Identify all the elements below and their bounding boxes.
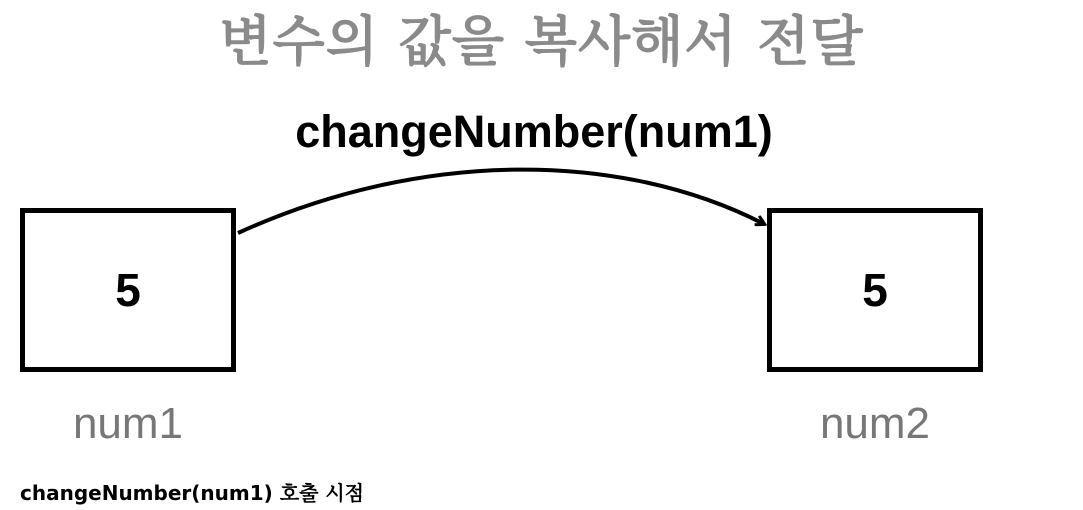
num1-value: 5 bbox=[115, 264, 141, 316]
num2-label: num2 bbox=[819, 399, 931, 448]
num1-value-box bbox=[20, 208, 236, 372]
method-call-label: changeNumber(num1) bbox=[295, 106, 773, 157]
num1-label: num1 bbox=[72, 399, 184, 448]
caption: changeNumber(num1) 호출 시점 bbox=[20, 481, 364, 505]
num2-value: 5 bbox=[862, 264, 888, 316]
copy-arrow-curve bbox=[238, 170, 764, 233]
num2-value-box bbox=[767, 208, 983, 372]
diagram-title: 변수의 값을 복사해서 전달 bbox=[219, 10, 864, 73]
